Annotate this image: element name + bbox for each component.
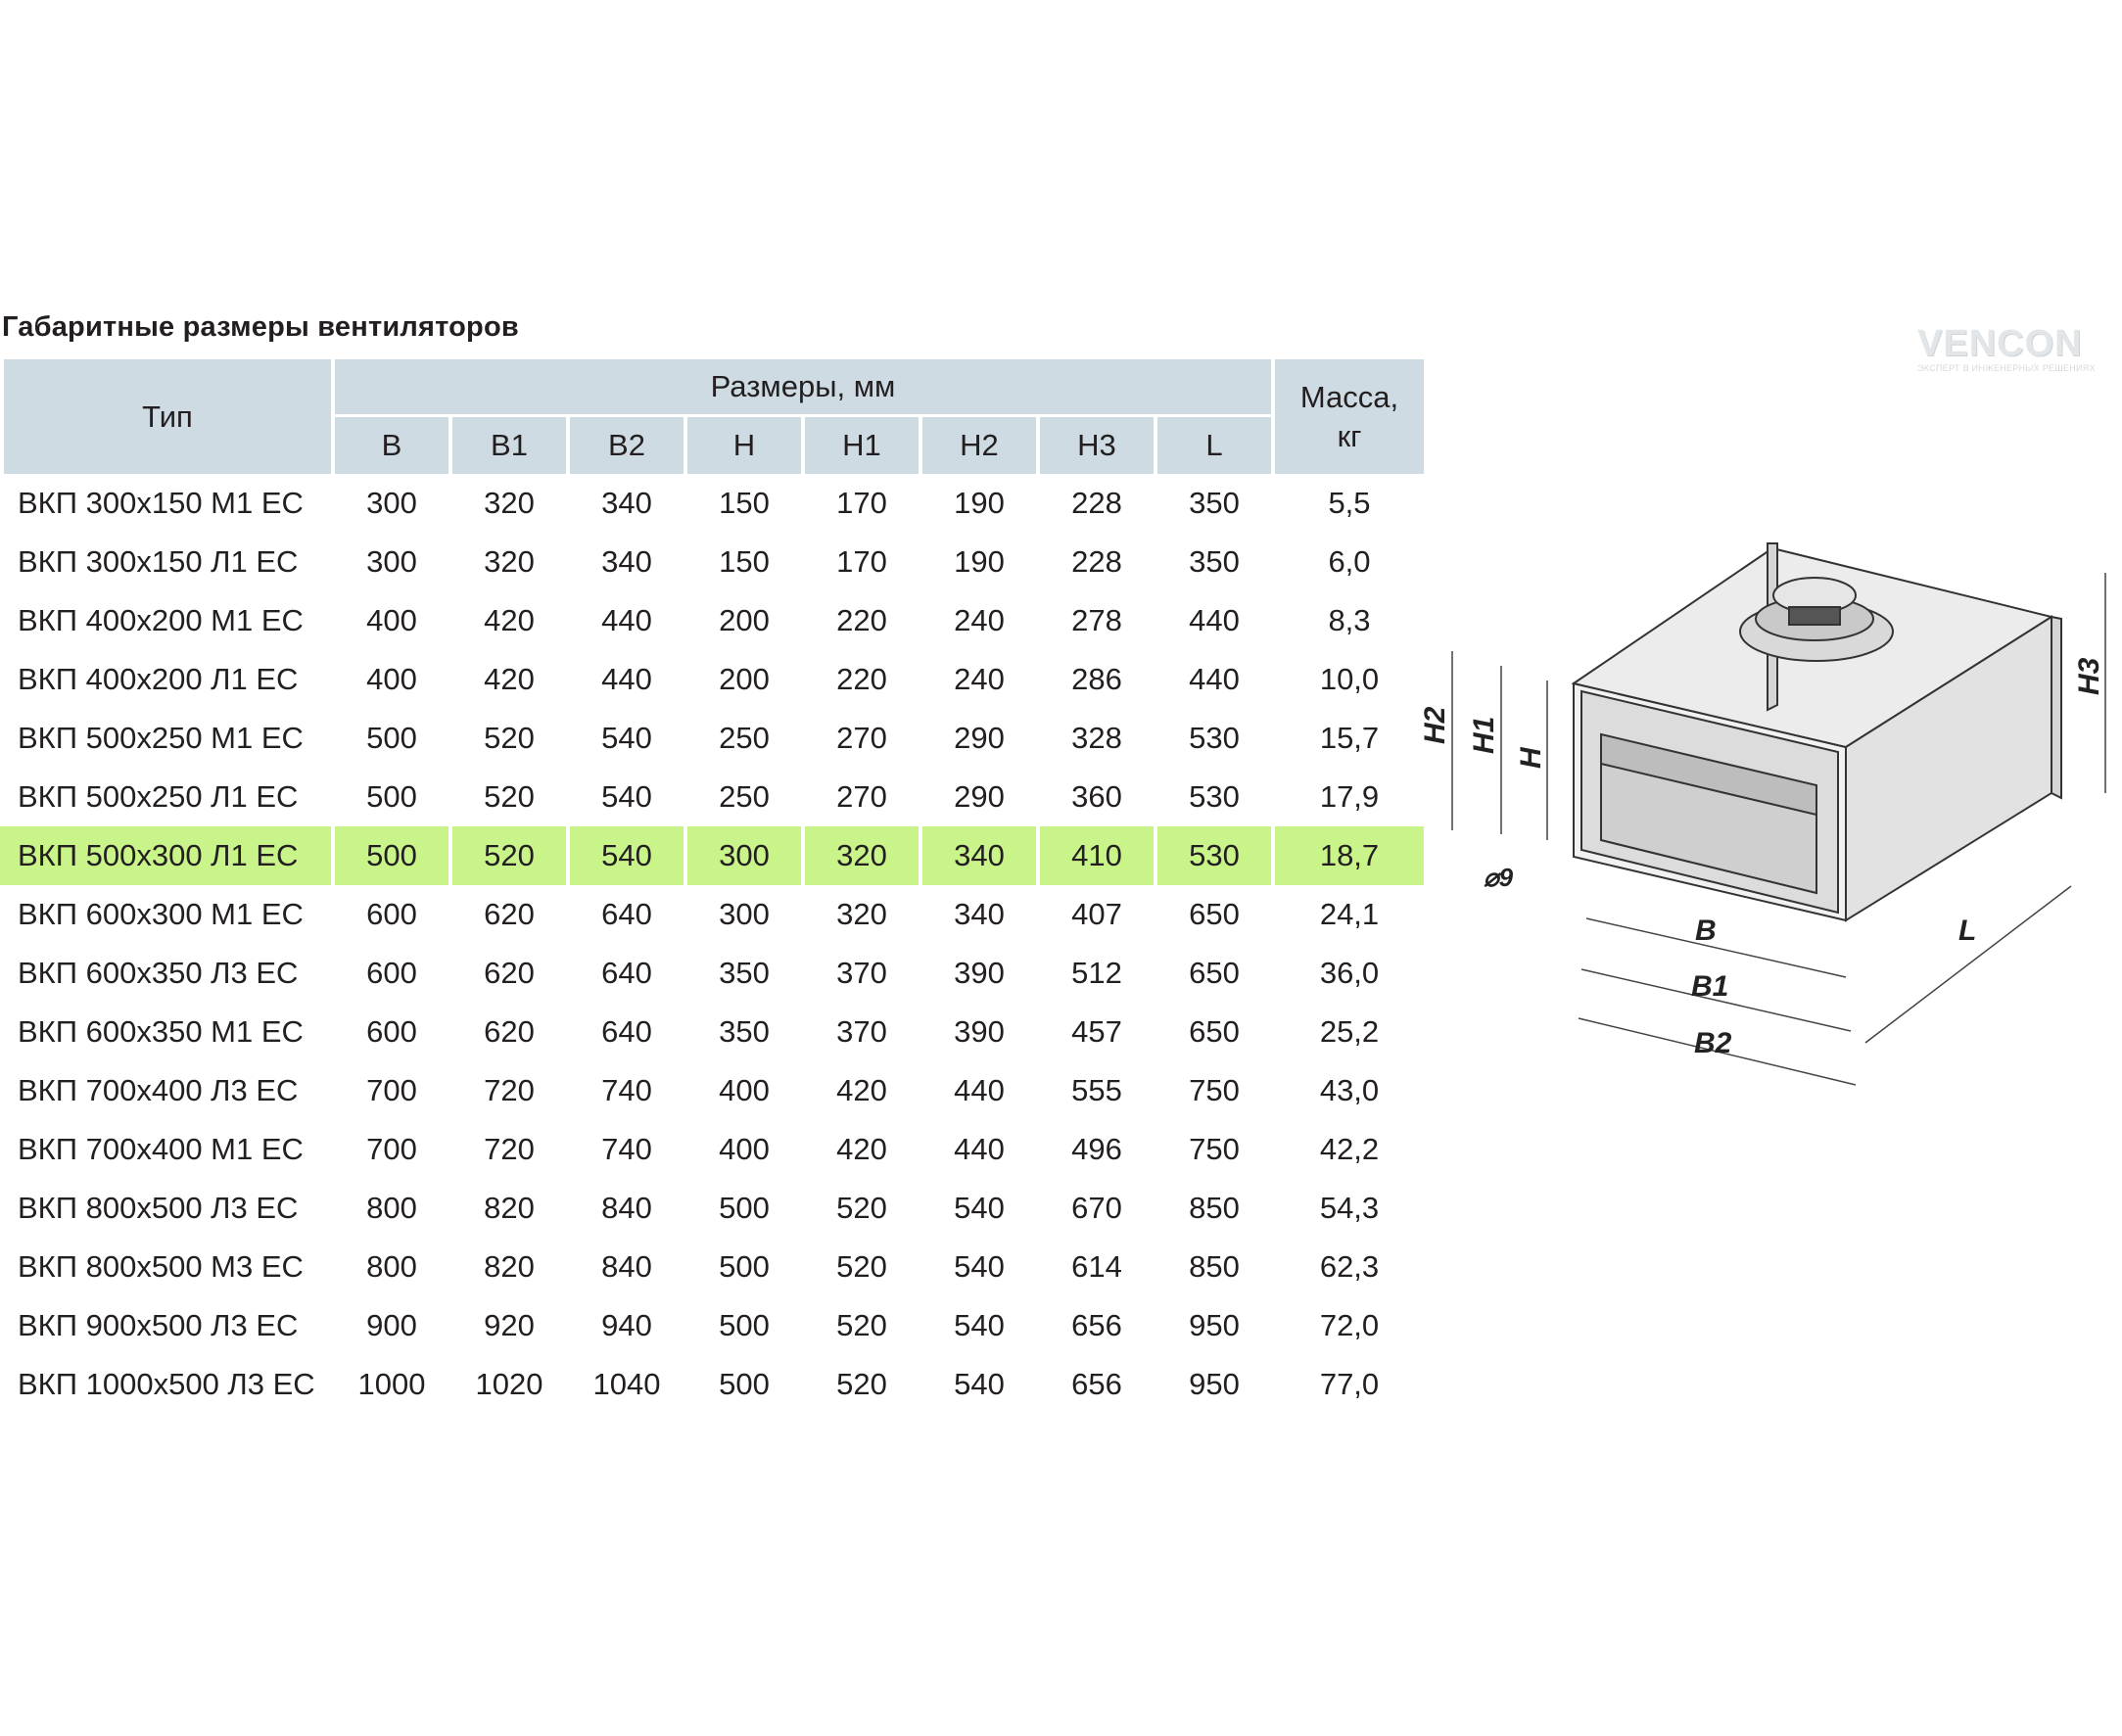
cell-dimension: 640 [601,1014,652,1049]
cell-dimension: 750 [1189,1132,1240,1166]
cell-mass: 6,0 [1328,544,1371,579]
cell-mass: 54,3 [1319,1191,1380,1225]
header-col-h3: H3 [1040,417,1154,474]
cell-dimension: 496 [1071,1132,1122,1166]
cell-dimension: 512 [1071,956,1122,990]
cell-dimension: 656 [1071,1367,1122,1401]
table-row [4,885,1424,944]
cell-dimension: 350 [719,956,770,990]
cell-dimension: 200 [719,662,770,696]
cell-dimension: 320 [484,544,535,579]
cell-dimension: 650 [1189,897,1240,931]
cell-dimension: 270 [836,721,887,755]
label-b1: B1 [1691,970,1729,1003]
cell-dimension: 700 [366,1073,417,1107]
header-col-l: L [1157,417,1271,474]
cell-type: ВКП 400х200 Л1 ЕС [18,662,299,696]
table-row [4,709,1424,768]
cell-dimension: 440 [601,662,652,696]
cell-mass: 24,1 [1319,897,1380,931]
cell-dimension: 500 [719,1367,770,1401]
cell-type: ВКП 600х300 М1 ЕС [18,897,304,931]
cell-dimension: 530 [1157,826,1271,885]
cell-dimension: 390 [954,956,1005,990]
cell-dimension: 540 [954,1308,1005,1342]
cell-dimension: 278 [1071,603,1122,637]
cell-dimension: 400 [719,1073,770,1107]
table-row [4,1061,1424,1120]
logo-wordmark: VENCON [1917,323,2083,364]
cell-dimension: 340 [954,897,1005,931]
table-row [4,533,1424,591]
cell-dimension: 407 [1071,897,1122,931]
cell-dimension: 350 [1189,544,1240,579]
cell-mass: 72,0 [1319,1308,1380,1342]
cell-dimension: 457 [1071,1014,1122,1049]
cell-dimension: 200 [719,603,770,637]
cell-mass: 17,9 [1319,779,1380,814]
cell-dimension: 650 [1189,1014,1240,1049]
cell-dimension: 228 [1071,544,1122,579]
header-col-h: H [687,417,801,474]
table-row [4,591,1424,650]
cell-type: ВКП 800х500 М3 ЕС [18,1249,304,1284]
table-row [4,768,1424,826]
cell-dimension: 440 [1189,603,1240,637]
cell-dimension: 300 [366,486,417,520]
cell-dimension: 190 [954,544,1005,579]
cell-dimension: 150 [719,544,770,579]
cell-dimension: 520 [836,1367,887,1401]
table-row [4,826,1424,885]
cell-dimension: 1000 [357,1367,426,1401]
cell-type: ВКП 400х200 М1 ЕС [18,603,304,637]
cell-dimension: 520 [836,1249,887,1284]
header-col-h2: H2 [922,417,1036,474]
label-hole: ⌀9 [1484,863,1514,892]
label-l: L [1958,915,1977,947]
cell-type: ВКП 600х350 Л3 ЕС [18,956,299,990]
header-dimensions-group: Размеры, мм [335,359,1271,417]
cell-dimension: 400 [366,662,417,696]
cell-type: ВКП 900х500 Л3 ЕС [18,1308,299,1342]
cell-type: ВКП 500х300 Л1 ЕС [4,826,331,885]
cell-dimension: 340 [922,826,1036,885]
cell-dimension: 820 [484,1191,535,1225]
cell-dimension: 328 [1071,721,1122,755]
cell-type: ВКП 500х250 Л1 ЕС [18,779,299,814]
cell-dimension: 350 [719,1014,770,1049]
cell-dimension: 500 [719,1191,770,1225]
header-col-h1: H1 [805,417,919,474]
cell-dimension: 740 [601,1132,652,1166]
cell-dimension: 620 [484,1014,535,1049]
label-b2: B2 [1694,1027,1732,1059]
cell-dimension: 228 [1071,486,1122,520]
table-body [4,474,1424,1414]
cell-dimension: 540 [954,1191,1005,1225]
table-row [4,1003,1424,1061]
cell-dimension: 270 [836,779,887,814]
cell-dimension: 670 [1071,1191,1122,1225]
cell-mass: 18,7 [1275,826,1424,885]
cell-dimension: 420 [484,662,535,696]
header-mass-label: Масса, кг [1299,379,1399,453]
table-row [4,1296,1424,1355]
cell-dimension: 500 [719,1308,770,1342]
cell-dimension: 290 [954,721,1005,755]
cell-dimension: 420 [836,1132,887,1166]
table-row [4,1120,1424,1179]
cell-mass: 25,2 [1319,1014,1380,1049]
cell-dimension: 390 [954,1014,1005,1049]
cell-dimension: 640 [601,956,652,990]
cell-dimension: 950 [1189,1308,1240,1342]
cell-dimension: 540 [954,1367,1005,1401]
cell-type: ВКП 600х350 М1 ЕС [18,1014,304,1049]
brand-logo [1917,323,2103,382]
cell-dimension: 220 [836,603,887,637]
cell-dimension: 290 [954,779,1005,814]
cell-dimension: 170 [836,486,887,520]
table-row [4,944,1424,1003]
cell-dimension: 370 [836,1014,887,1049]
header-col-b: B [335,417,448,474]
fan-housing [1574,543,2061,920]
cell-dimension: 300 [719,897,770,931]
cell-dimension: 950 [1189,1367,1240,1401]
cell-dimension: 286 [1071,662,1122,696]
cell-type: ВКП 800х500 Л3 ЕС [18,1191,299,1225]
header-type: Тип [4,359,331,474]
cell-dimension: 940 [601,1308,652,1342]
cell-type: ВКП 700х400 Л3 ЕС [18,1073,299,1107]
cell-dimension: 840 [601,1191,652,1225]
cell-dimension: 850 [1189,1249,1240,1284]
cell-dimension: 620 [484,956,535,990]
cell-mass: 42,2 [1319,1132,1380,1166]
cell-mass: 8,3 [1328,603,1371,637]
cell-dimension: 320 [484,486,535,520]
cell-dimension: 420 [484,603,535,637]
cell-dimension: 540 [601,779,652,814]
cell-dimension: 600 [366,1014,417,1049]
cell-dimension: 520 [836,1191,887,1225]
label-b: B [1695,915,1717,947]
label-h3: H3 [2073,657,2105,695]
cell-dimension: 250 [719,779,770,814]
cell-dimension: 360 [1071,779,1122,814]
cell-dimension: 650 [1189,956,1240,990]
cell-dimension: 740 [601,1073,652,1107]
cell-type: ВКП 300х150 М1 ЕС [18,486,304,520]
label-h1: H1 [1468,716,1500,754]
cell-type: ВКП 300х150 Л1 ЕС [18,544,299,579]
cell-dimension: 440 [954,1073,1005,1107]
cell-dimension: 440 [601,603,652,637]
cell-type: ВКП 500х250 М1 ЕС [18,721,304,755]
cell-mass: 10,0 [1319,662,1380,696]
label-h: H [1515,747,1547,769]
cell-dimension: 500 [719,1249,770,1284]
cell-dimension: 440 [954,1132,1005,1166]
cell-dimension: 370 [836,956,887,990]
cell-dimension: 530 [1189,721,1240,755]
cell-dimension: 150 [719,486,770,520]
cell-dimension: 220 [836,662,887,696]
cell-dimension: 900 [366,1308,417,1342]
cell-dimension: 530 [1189,779,1240,814]
cell-dimension: 320 [805,826,919,885]
page-title: Габаритные размеры вентиляторов [2,311,519,343]
cell-dimension: 520 [484,721,535,755]
cell-mass: 5,5 [1328,486,1371,520]
cell-dimension: 520 [836,1308,887,1342]
cell-dimension: 440 [1189,662,1240,696]
table-row [4,1179,1424,1238]
logo-tagline: ЭКСПЕРТ В ИНЖЕНЕРНЫХ РЕШЕНИЯХ [1917,363,2096,373]
cell-dimension: 300 [366,544,417,579]
cell-dimension: 920 [484,1308,535,1342]
cell-dimension: 250 [719,721,770,755]
cell-mass: 36,0 [1319,956,1380,990]
cell-mass: 62,3 [1319,1249,1380,1284]
cell-dimension: 400 [366,603,417,637]
cell-dimension: 340 [601,544,652,579]
table-row [4,1238,1424,1296]
cell-dimension: 420 [836,1073,887,1107]
cell-dimension: 614 [1071,1249,1122,1284]
cell-dimension: 410 [1040,826,1154,885]
cell-dimension: 340 [601,486,652,520]
cell-dimension: 720 [484,1073,535,1107]
cell-dimension: 700 [366,1132,417,1166]
cell-dimension: 540 [570,826,684,885]
cell-dimension: 540 [601,721,652,755]
header-mass [1275,359,1424,474]
cell-dimension: 750 [1189,1073,1240,1107]
cell-dimension: 540 [954,1249,1005,1284]
dimensions-table [0,359,1428,1414]
cell-dimension: 520 [452,826,566,885]
cell-dimension: 500 [366,779,417,814]
cell-mass: 43,0 [1319,1073,1380,1107]
cell-dimension: 850 [1189,1191,1240,1225]
header-col-b1: B1 [452,417,566,474]
cell-type: ВКП 1000х500 Л3 ЕС [18,1367,315,1401]
cell-mass: 77,0 [1319,1367,1380,1401]
cell-dimension: 240 [954,603,1005,637]
header-col-b2: B2 [570,417,684,474]
cell-dimension: 350 [1189,486,1240,520]
cell-dimension: 800 [366,1249,417,1284]
label-h2: H2 [1419,706,1451,744]
cell-dimension: 500 [366,721,417,755]
cell-dimension: 640 [601,897,652,931]
cell-dimension: 400 [719,1132,770,1166]
cell-dimension: 600 [366,897,417,931]
cell-dimension: 620 [484,897,535,931]
cell-mass: 15,7 [1319,721,1380,755]
cell-dimension: 170 [836,544,887,579]
cell-dimension: 240 [954,662,1005,696]
cell-dimension: 190 [954,486,1005,520]
cell-dimension: 1020 [475,1367,543,1401]
fan-dimension-drawing [1419,509,2122,1116]
table-row [4,474,1424,533]
cell-type: ВКП 700х400 М1 ЕС [18,1132,304,1166]
table-row [4,650,1424,709]
cell-dimension: 600 [366,956,417,990]
cell-dimension: 555 [1071,1073,1122,1107]
table-row [4,1355,1424,1414]
cell-dimension: 300 [687,826,801,885]
cell-dimension: 720 [484,1132,535,1166]
cell-dimension: 820 [484,1249,535,1284]
cell-dimension: 800 [366,1191,417,1225]
cell-dimension: 656 [1071,1308,1122,1342]
cell-dimension: 500 [335,826,448,885]
cell-dimension: 520 [484,779,535,814]
cell-dimension: 840 [601,1249,652,1284]
cell-dimension: 320 [836,897,887,931]
cell-dimension: 1040 [592,1367,661,1401]
